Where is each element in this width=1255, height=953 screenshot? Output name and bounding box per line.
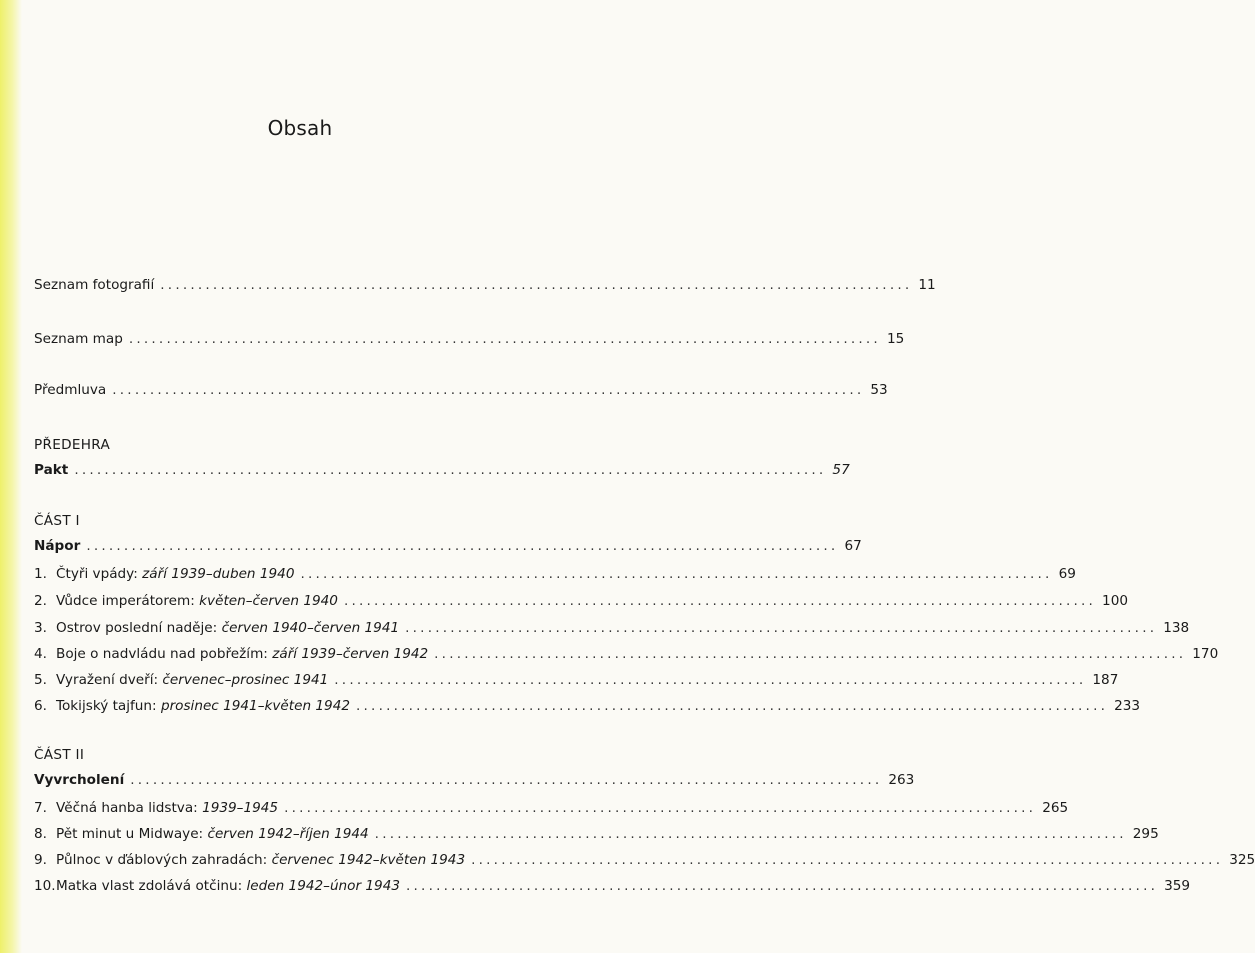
- dot-leader: ....................................................................................................: [86, 538, 839, 554]
- toc-entry-label: Předmluva: [34, 382, 107, 398]
- chapter-number: 2.: [34, 593, 47, 609]
- toc-chapter-4[interactable]: [34, 646, 1219, 668]
- dot-leader: ....................................................................................................: [300, 566, 1053, 582]
- chapter-dates: květen–červen 1940: [199, 593, 338, 609]
- dot-leader: ....................................................................................................: [406, 878, 1159, 894]
- chapter-title: Půlnoc v ďáblových zahradách:: [56, 852, 268, 868]
- toc-entry-label: Pakt: [34, 462, 69, 478]
- toc-entry-label: Seznam fotografií: [34, 277, 155, 293]
- dot-leader: ....................................................................................................: [74, 462, 827, 478]
- toc-chapter-8[interactable]: [34, 826, 1159, 848]
- dot-leader: ....................................................................................................: [130, 772, 883, 788]
- toc-entry-maps[interactable]: [34, 331, 905, 353]
- toc-entry-label: Nápor: [34, 538, 81, 554]
- chapter-title: Matka vlast zdolává otčinu:: [56, 878, 243, 894]
- chapter-dates: září 1939–duben 1940: [142, 566, 295, 582]
- chapter-label: [56, 878, 400, 894]
- toc-entry-page: 170: [1192, 646, 1219, 662]
- toc-chapter-2[interactable]: [34, 593, 1128, 615]
- dot-leader: ....................................................................................................: [160, 277, 913, 293]
- chapter-title: Boje o nadvládu nad pobřežím:: [56, 646, 268, 662]
- toc-chapter-9[interactable]: [34, 852, 1255, 874]
- chapter-title: Vyražení dveří:: [56, 672, 159, 688]
- toc-entry-page: 187: [1092, 672, 1119, 688]
- chapter-number: 10.: [34, 878, 56, 894]
- chapter-number: 8.: [34, 826, 47, 842]
- toc-entry-page: 325: [1229, 852, 1255, 868]
- chapter-label: [56, 826, 369, 842]
- chapter-title: Věčná hanba lidstva:: [56, 800, 198, 816]
- toc-section-vyvrcholeni[interactable]: [34, 772, 915, 794]
- dot-leader: ....................................................................................................: [334, 672, 1087, 688]
- toc-chapter-5[interactable]: [34, 672, 1119, 694]
- chapter-label: [56, 620, 399, 636]
- toc-entry-page: 138: [1163, 620, 1190, 636]
- toc-chapter-3[interactable]: [34, 620, 1190, 642]
- chapter-dates: prosinec 1941–květen 1942: [160, 698, 351, 714]
- part2-heading: ČÁST II: [34, 747, 85, 763]
- chapter-title: Tokijský tajfun:: [56, 698, 157, 714]
- chapter-label: [56, 646, 428, 662]
- dot-leader: ....................................................................................................: [434, 646, 1187, 662]
- dot-leader: ....................................................................................................: [356, 698, 1109, 714]
- chapter-dates: červenec 1942–květen 1943: [271, 852, 466, 868]
- toc-entry-page: 359: [1164, 878, 1191, 894]
- chapter-dates: leden 1942–únor 1943: [246, 878, 400, 894]
- toc-entry-preface[interactable]: [34, 382, 888, 404]
- toc-entry-page: 265: [1042, 800, 1069, 816]
- toc-entry-page: 263: [888, 772, 915, 788]
- chapter-label: [56, 566, 294, 582]
- toc-entry-photos[interactable]: [34, 277, 936, 299]
- chapter-number: 9.: [34, 852, 47, 868]
- toc-entry-page: 15: [886, 331, 905, 347]
- dot-leader: ....................................................................................................: [405, 620, 1158, 636]
- chapter-dates: červen 1940–červen 1941: [221, 620, 400, 636]
- chapter-label: [56, 672, 328, 688]
- chapter-label: [56, 852, 465, 868]
- toc-chapter-7[interactable]: [34, 800, 1069, 822]
- chapter-number: 4.: [34, 646, 47, 662]
- dot-leader: ....................................................................................................: [471, 852, 1224, 868]
- chapter-title: Vůdce imperátorem:: [56, 593, 195, 609]
- toc-chapter-1[interactable]: [34, 566, 1076, 588]
- chapter-dates: červen 1942–říjen 1944: [207, 826, 369, 842]
- chapter-label: [56, 800, 278, 816]
- part1-heading: ČÁST I: [34, 513, 80, 529]
- chapter-dates: červenec–prosinec 1941: [162, 672, 329, 688]
- chapter-label: [56, 698, 350, 714]
- toc-section-napor[interactable]: [34, 538, 862, 560]
- chapter-number: 7.: [34, 800, 47, 816]
- toc-entry-page: 57: [832, 462, 850, 478]
- chapter-number: 1.: [34, 566, 47, 582]
- chapter-dates: 1939–1945: [202, 800, 279, 816]
- chapter-number: 3.: [34, 620, 47, 636]
- chapter-label: [56, 593, 338, 609]
- toc-entry-page: 233: [1114, 698, 1141, 714]
- chapter-dates: září 1939–červen 1942: [272, 646, 429, 662]
- toc-chapter-10[interactable]: [34, 878, 1191, 900]
- dot-leader: ....................................................................................................: [343, 593, 1097, 609]
- toc-entry-page: 295: [1132, 826, 1159, 842]
- toc-entry-page: 100: [1102, 593, 1128, 609]
- chapter-title: Ostrov poslední naděje:: [56, 620, 218, 636]
- toc-chapter-6[interactable]: [34, 698, 1141, 720]
- toc-entry-page: 67: [844, 538, 862, 554]
- page-edge-tint: [0, 0, 22, 953]
- toc-entry-page: 53: [870, 382, 888, 398]
- chapter-number: 6.: [34, 698, 47, 714]
- dot-leader: ....................................................................................................: [112, 382, 865, 398]
- toc-entry-page: 69: [1058, 566, 1076, 582]
- chapter-number: 5.: [34, 672, 47, 688]
- dot-leader: ....................................................................................................: [284, 800, 1037, 816]
- toc-entry-pact[interactable]: [34, 462, 850, 484]
- toc-entry-page: 11: [918, 277, 936, 293]
- dot-leader: ....................................................................................................: [374, 826, 1127, 842]
- prelude-heading: PŘEDEHRA: [34, 437, 111, 453]
- chapter-title: Čtyři vpády:: [56, 566, 138, 582]
- chapter-title: Pět minut u Midwaye:: [56, 826, 204, 842]
- page-title: Obsah: [267, 116, 333, 140]
- toc-entry-label: Seznam map: [34, 331, 123, 347]
- toc-entry-label: Vyvrcholení: [34, 772, 125, 788]
- dot-leader: ....................................................................................................: [128, 331, 881, 347]
